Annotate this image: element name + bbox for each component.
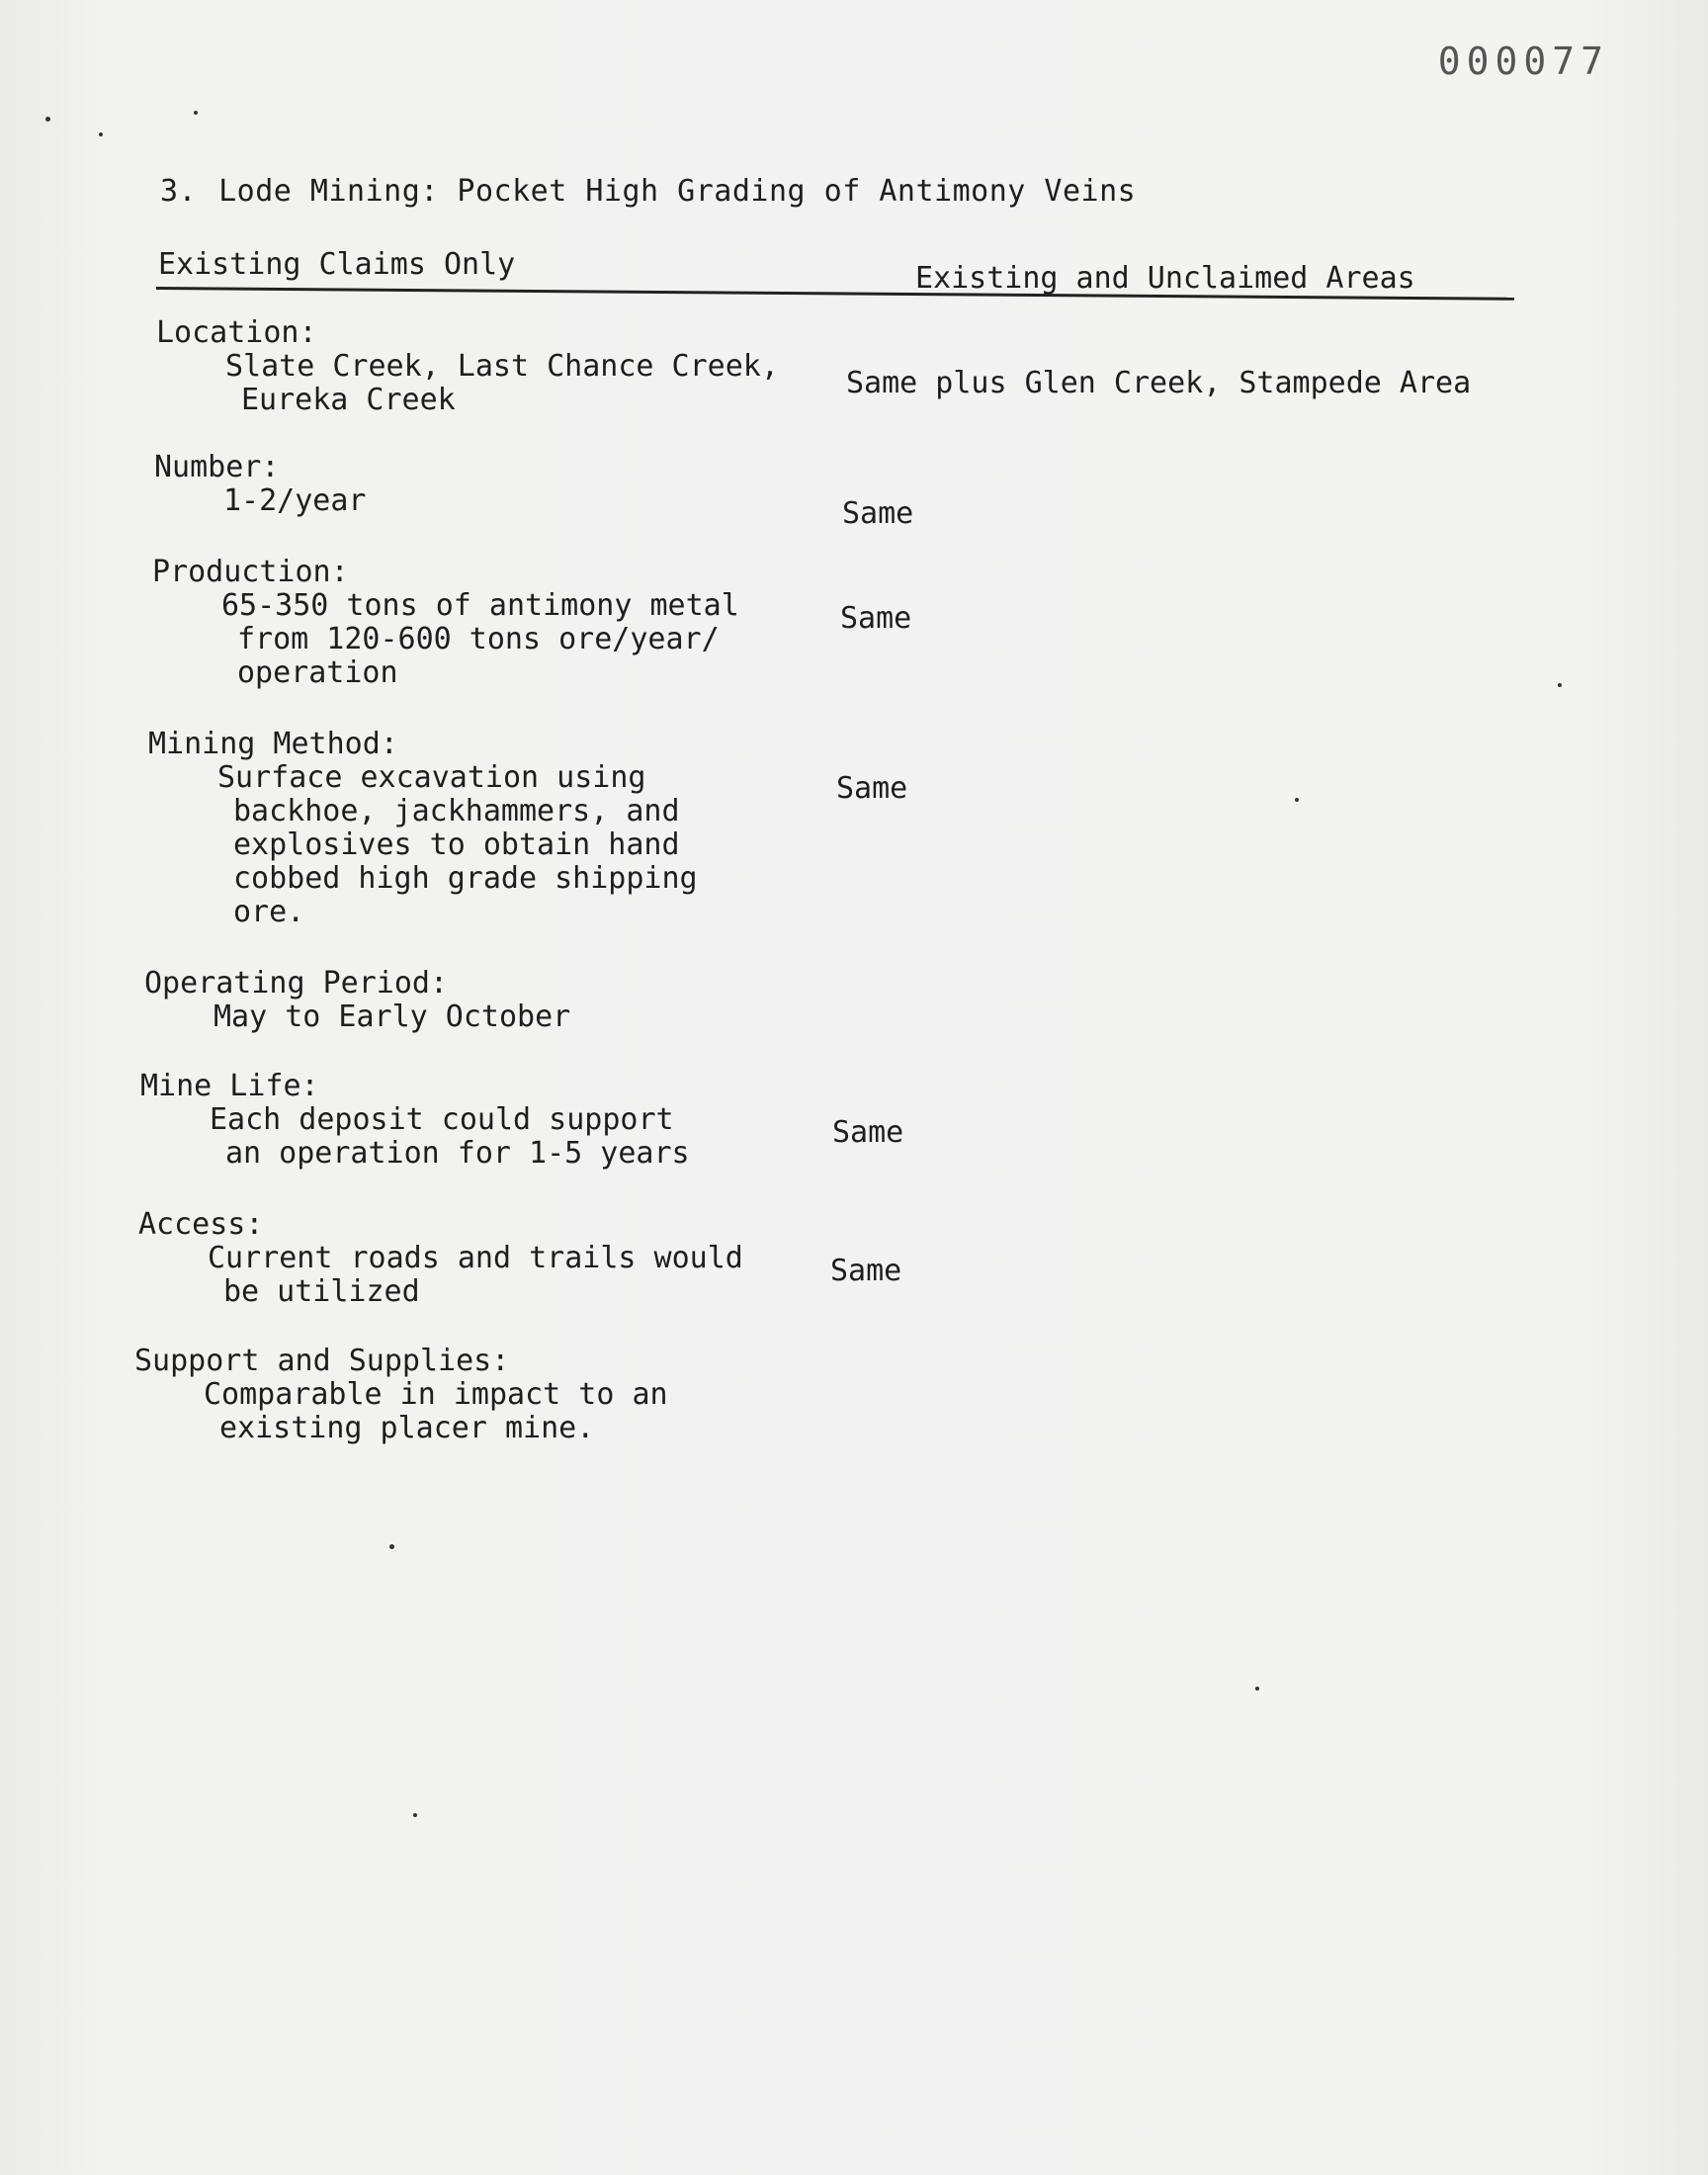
scan-speck — [1295, 798, 1299, 802]
row-text-line: operation — [237, 655, 398, 690]
row-text-line: from 120-600 tons ore/year/ — [237, 622, 720, 656]
scan-speck — [194, 111, 198, 115]
row-location — [156, 316, 779, 417]
scan-speck — [99, 132, 103, 136]
row-text-line: Each deposit could support — [210, 1102, 674, 1137]
row-location-right: Same plus Glen Creek, Stampede Area — [846, 366, 1472, 400]
row-text-line: explosives to obtain hand — [233, 827, 680, 862]
row-operating-period — [144, 967, 570, 1034]
row-text-line: Surface excavation using — [217, 760, 646, 795]
row-text-line: existing placer mine. — [219, 1411, 595, 1445]
scan-speck — [413, 1813, 417, 1817]
row-mine-life-right: Same — [832, 1115, 904, 1150]
section-title — [160, 174, 1136, 209]
row-text-line: Eureka Creek — [241, 383, 456, 417]
row-label: Support and Supplies: — [134, 1344, 510, 1378]
row-label: Number: — [154, 450, 280, 484]
scan-speck — [389, 1544, 394, 1549]
page-number: 000077 — [1437, 40, 1609, 83]
row-number — [154, 451, 367, 518]
row-text-line: cobbed high grade shipping — [233, 861, 698, 896]
row-text-line: ore. — [233, 895, 305, 929]
row-number-right: Same — [842, 496, 914, 531]
row-production-right: Same — [840, 601, 912, 636]
row-access — [138, 1208, 743, 1309]
row-access-right: Same — [830, 1254, 902, 1288]
row-support-supplies — [134, 1345, 668, 1445]
column-header-unclaimed-areas: Existing and Unclaimed Areas — [915, 261, 1415, 296]
row-label: Operating Period: — [144, 966, 449, 1000]
row-mining-method — [148, 728, 698, 929]
row-label: Mining Method: — [148, 727, 398, 761]
row-text-line: 1-2/year — [223, 483, 367, 518]
row-mining-method-right: Same — [836, 771, 908, 806]
section-number: 3. — [160, 174, 198, 209]
row-text-line: be utilized — [223, 1274, 420, 1309]
scan-speck — [1255, 1687, 1259, 1691]
row-text-line: May to Early October — [214, 1000, 571, 1034]
row-label: Mine Life: — [140, 1069, 319, 1103]
section-heading: Lode Mining: Pocket High Grading of Antimony Veins — [218, 174, 1137, 209]
row-text-line: backhoe, jackhammers, and — [233, 794, 680, 828]
scan-speck — [1558, 683, 1562, 687]
column-header-existing-claims: Existing Claims Only — [158, 247, 516, 282]
row-text-line: 65-350 tons of antimony metal — [221, 588, 739, 623]
row-label: Access: — [138, 1207, 264, 1242]
row-text-line: Slate Creek, Last Chance Creek, — [225, 349, 779, 384]
row-text-line: an operation for 1-5 years — [225, 1136, 690, 1171]
row-mine-life — [140, 1070, 690, 1171]
row-label: Production: — [152, 555, 349, 589]
row-label: Location: — [156, 315, 317, 350]
row-production — [152, 556, 739, 690]
row-text-line: Current roads and trails would — [208, 1241, 743, 1275]
row-text-line: Comparable in impact to an — [204, 1377, 668, 1412]
scan-speck — [45, 117, 50, 122]
